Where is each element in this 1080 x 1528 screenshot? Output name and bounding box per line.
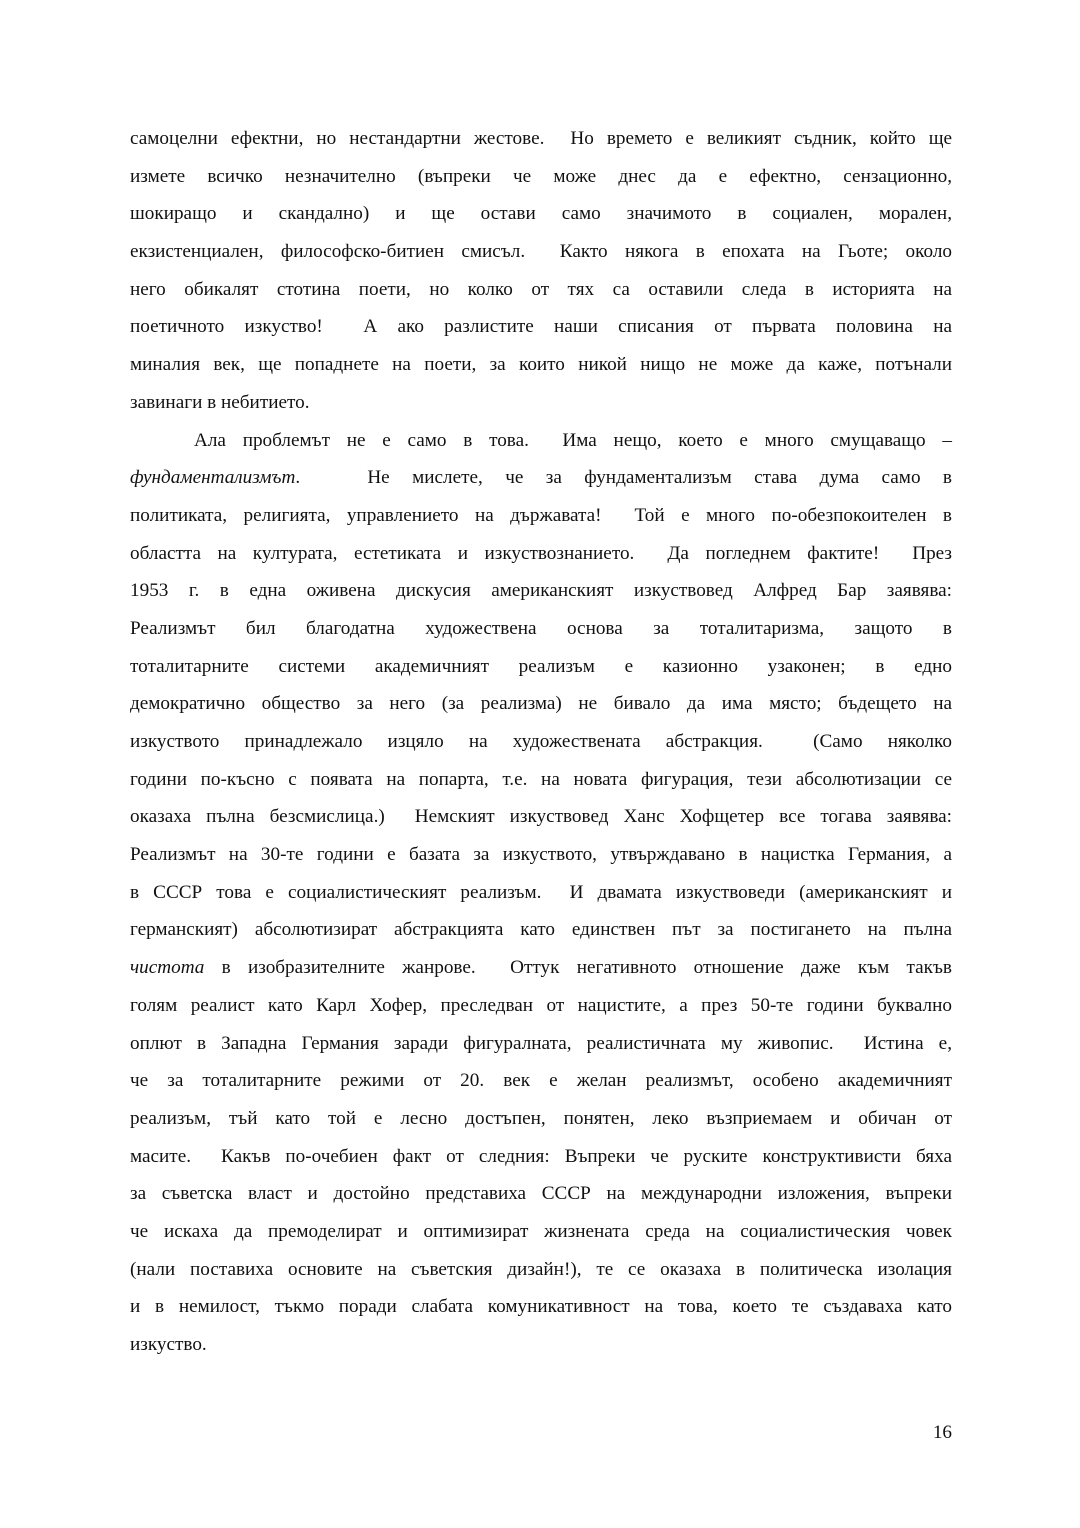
text-line: години по-късно с появата на попарта, т.е. на новата фигурация, тези абсолютизации се (130, 768, 952, 790)
body-text (130, 120, 952, 1364)
text-line: оплют в Западна Германия заради фигуралната, реалистичната му живопис. Истина е, (130, 1032, 952, 1054)
text-line: тоталитарните системи академичният реализъм е казионно узаконен; в едно (130, 655, 952, 677)
page-number: 16 (932, 1422, 952, 1443)
text-line: реализъм, тъй като той е лесно достъпен, понятен, леко възприемаем и обичан от (130, 1107, 952, 1129)
text-line: голям реалист като Карл Хофер, преследван от нацистите, а през 50-те години буквално (130, 994, 952, 1016)
text-line: политиката, религията, управлението на държавата! Той е много по-обезпокоителен в (130, 504, 952, 526)
text-line: изкуство. (130, 1334, 207, 1355)
text-line: че искаха да премоделират и оптимизират жизнената среда на социалистическия човек (130, 1220, 952, 1242)
text-line: изкуството принадлежало изцяло на художествената абстракция. (Само няколко (130, 731, 952, 752)
text-line: в СССР това е социалистическият реализъм. И двамата изкуствоведи (американският и (130, 881, 952, 903)
italic-term: чистота (130, 957, 205, 979)
text-line: масите. Какъв по-очебиен факт от следния: Въпреки че руските конструктивисти бяха (130, 1145, 952, 1167)
text-line: германският) абсолютизират абстракцията като единствен път за постигането на пълна (130, 919, 952, 941)
text-line: шокиращо и скандално) и ще остави само значимото в социален, морален, (130, 203, 952, 225)
text-line: Ала проблемът не е само в това. Има нещо, което е много смущаващо – (194, 429, 952, 451)
text-line: измете всичко незначително (въпреки че може днес да е ефектно, сензационно, (130, 165, 952, 187)
text-line: областта на културата, естетиката и изкуствознанието. Да погледнем фактите! През (130, 542, 952, 564)
text-line: завинаги в небитието. (130, 391, 310, 413)
text-line: самоцелни ефектни, но нестандартни жестове. Но времето е великият съдник, който ще (130, 128, 952, 149)
text-line: Реализмът на 30-те години е базата за изкуството, утвърждавано в нацистка Германия, а (130, 844, 952, 866)
text-line: и в немилост, тъкмо поради слабата комуникативност на това, което те създаваха като (130, 1296, 952, 1318)
text-line: за съветска власт и достойно представиха СССР на международни изложения, въпреки (130, 1183, 952, 1205)
italic-term: фундаментализмът (130, 467, 296, 489)
text-line: демократично общество за него (за реализма) не бивало да има място; бъдещето на (130, 693, 952, 715)
text-line: 1953 г. в една оживена дискусия американският изкуствовед Алфред Бар заявява: (130, 580, 952, 602)
text-line: него обикалят стотина поети, но колко от тях са оставили следа в историята на (130, 278, 952, 300)
text-line: фундаментализмът. Не мислете, че за фундаментализъм става дума само в (130, 467, 952, 489)
text-line: че за тоталитарните режими от 20. век е желан реализмът, особено академичният (130, 1070, 952, 1092)
text-line: Реализмът бил благодатна художествена основа за тоталитаризма, защото в (130, 617, 952, 639)
text-line: оказаха пълна безсмислица.) Немският изкуствовед Ханс Хофщетер все тогава заявява: (130, 806, 952, 828)
text-line: поетичното изкуство! А ако разлистите наши списания от първата половина на (130, 316, 952, 338)
text-line: (нали поставиха основите на съветския дизайн!), те се оказаха в политическа изолация (130, 1258, 952, 1280)
text-line: миналия век, ще попаднете на поети, за които никой нищо не може да каже, потънали (130, 354, 952, 376)
text-line: екзистенциален, философско-битиен смисъл. Както някога в епохата на Гьоте; около (130, 241, 952, 263)
text-line: чистота в изобразителните жанрове. Оттук негативното отношение даже към такъв (130, 957, 952, 979)
